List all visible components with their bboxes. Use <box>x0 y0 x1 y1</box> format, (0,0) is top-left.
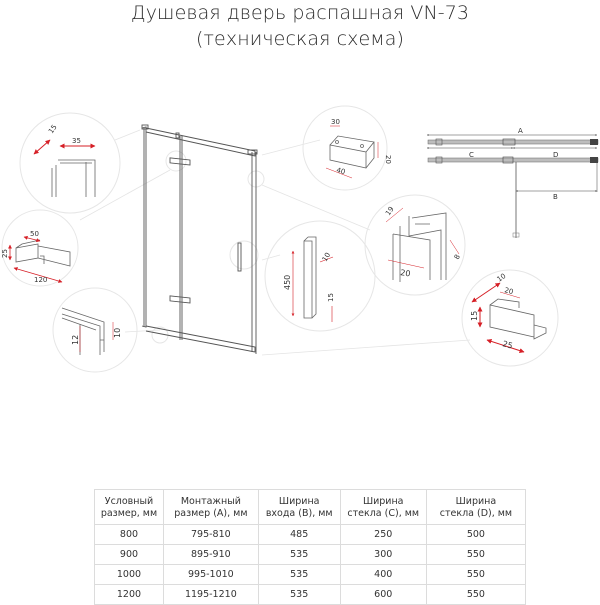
door-drawing <box>142 125 257 354</box>
detail-hinge-profile <box>34 123 95 197</box>
table-header-row <box>95 490 526 525</box>
dim-bottom-profile-10: 10 <box>113 327 122 338</box>
dim-hinge-20: 20 <box>503 286 515 297</box>
detail-glass-connector <box>1 230 70 284</box>
table-row: 900 895-910 535 300 550 <box>95 545 526 565</box>
dim-wall-profile-8: 8 <box>452 253 462 261</box>
col-entrance-width: Ширина входа (B), мм <box>258 490 340 525</box>
size-spec-table <box>94 489 526 605</box>
detail-hinge <box>470 272 546 352</box>
detail-bottom-profile <box>62 308 122 355</box>
col-glass-c-width: Ширина стекла (C), мм <box>340 490 426 525</box>
dim-hinge-profile-width: 35 <box>72 137 81 145</box>
table-row: 1200 1195-1210 535 600 550 <box>95 585 526 605</box>
plan-view <box>427 127 598 238</box>
col-mounting-size: Монтажный размер (A), мм <box>163 490 258 525</box>
dim-bottom-profile-12: 12 <box>71 334 80 345</box>
table-row: 800 795-810 485 250 500 <box>95 525 526 545</box>
page-title: Душевая дверь распашная VN-73 <box>130 2 470 24</box>
dim-wall-profile-19: 19 <box>384 205 396 218</box>
plan-label-a: A <box>518 127 523 135</box>
plan-label-c: C <box>469 151 474 159</box>
dim-connector-length: 120 <box>34 276 48 284</box>
dim-hinge-15: 15 <box>470 310 479 321</box>
dim-bracket-30: 30 <box>331 118 340 126</box>
table-row: 1000 995-1010 535 400 550 <box>95 565 526 585</box>
dim-hinge-25: 25 <box>501 339 514 351</box>
col-glass-d-width: Ширина стекла (D), мм <box>426 490 525 525</box>
page-subtitle: (техническая схема) <box>196 28 404 50</box>
detail-wall-profile <box>384 205 462 282</box>
detail-wall-bracket <box>326 118 392 178</box>
col-nominal-size: Условный размер, мм <box>95 490 164 525</box>
dim-handle-length: 450 <box>283 274 292 290</box>
dim-wall-profile-20: 20 <box>399 268 412 279</box>
dim-handle-depth: 10 <box>320 251 333 263</box>
dim-bracket-20: 20 <box>384 155 392 164</box>
dim-hinge-profile-depth: 15 <box>47 123 59 136</box>
callout-leader-lines <box>80 130 470 355</box>
dim-connector-height: 25 <box>1 249 9 258</box>
dim-handle-offset: 15 <box>327 293 335 302</box>
dim-connector-top: 50 <box>30 230 39 238</box>
detail-handle <box>283 237 335 322</box>
plan-label-b: B <box>553 193 558 201</box>
dim-hinge-10: 10 <box>495 271 508 284</box>
dim-bracket-40: 40 <box>335 166 347 177</box>
plan-label-d: D <box>553 151 559 159</box>
